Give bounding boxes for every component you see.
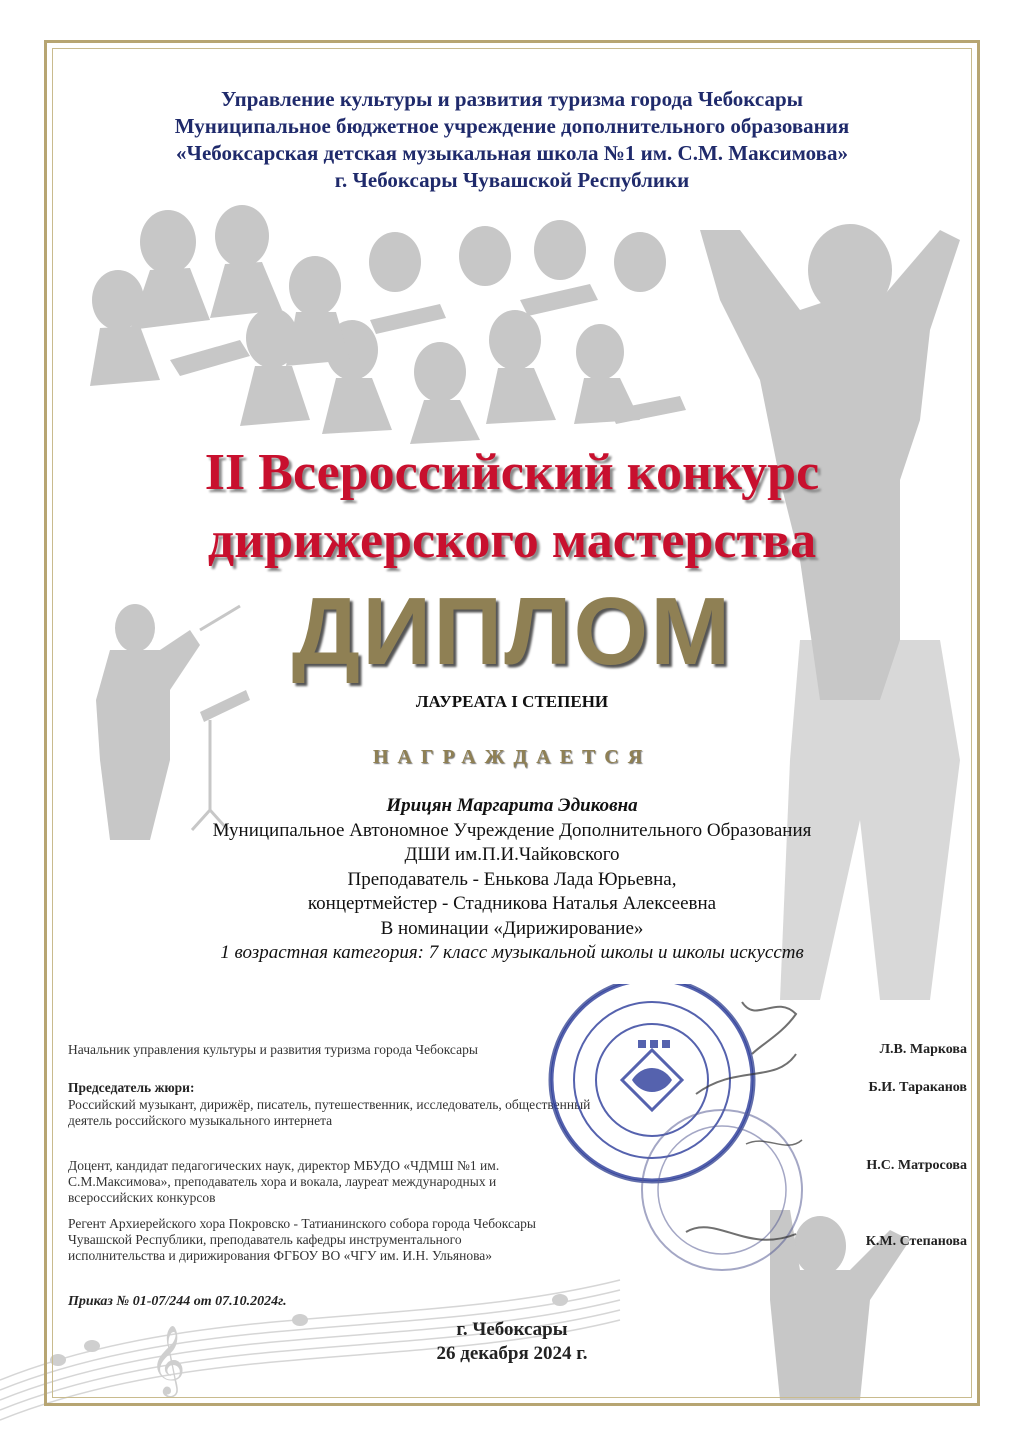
jury-member-2-desc-1: Регент Архиерейского хора Покровско - Татианинского собора города Чебоксары [68,1216,536,1231]
recipient-organization: Муниципальное Автономное Учреждение Дополнительного Образования [212,819,812,841]
issuer-header [0,86,1024,194]
jury-member-2-name: К.М. Степанова [865,1234,967,1249]
jury-member-1-desc-3: всероссийских конкурсов [68,1190,216,1205]
jury-member-1-desc-1: Доцент, кандидат педагогических наук, директор МБУДО «ЧДМШ №1 им. [68,1158,500,1173]
jury-member-2-desc-2: Чувашской Республики, преподаватель кафедры инструментального [68,1232,462,1247]
recipient-nomination: В номинации «Дирижирование» [380,917,644,939]
header-line-3: «Чебоксарская детская музыкальная школа №1 им. С.М. Максимова» [176,141,848,165]
header-line-1: Управление культуры и развития туризма города Чебоксары [220,87,804,111]
header-line-4: г. Чебоксары Чувашской Республики [334,168,690,192]
jury-chair-desc-1: Российский музыкант, дирижёр, писатель, путешественник, исследователь, общественный [68,1097,591,1112]
jury-chair-name: Б.И. Тараканов [868,1080,967,1095]
svg-text:𝄞: 𝄞 [150,1325,186,1395]
recipient-name: Ирицян Маргарита Эдиковна [386,795,638,816]
city: г. Чебоксары [456,1319,568,1340]
recipient-teacher: Преподаватель - Енькова Лада Юрьевна, [347,868,677,890]
awarded-label: НАГРАЖДАЕТСЯ [372,746,652,768]
head-name: Л.В. Маркова [879,1042,967,1057]
contest-title-line-2: дирижерского мастерства [207,512,817,569]
head-title: Начальник управления культуры и развития туризма города Чебоксары [68,1042,478,1057]
place-date-block [0,1318,1024,1366]
jury-member-1-desc-2: С.М.Максимова», преподаватель хора и вокала, лауреат международных и [68,1174,497,1189]
laureate-degree: ЛАУРЕАТА I СТЕПЕНИ [415,692,609,711]
contest-title-line-1: II Всероссийский конкурс [204,444,820,501]
header-line-2: Муниципальное бюджетное учреждение дополнительного образования [174,114,850,138]
issue-date: 26 декабря 2024 г. [436,1343,588,1364]
recipient-block [0,794,1024,966]
recipient-category: 1 возрастная категория: 7 класс музыкальной школы и школы искусств [220,942,804,963]
order-reference: Приказ № 01-07/244 от 07.10.2024г. [68,1294,287,1309]
jury-chair-desc-2: деятель российского музыкального интернета [68,1113,333,1128]
recipient-school: ДШИ им.П.И.Чайковского [404,844,620,865]
official-seal-stamp [546,984,806,1284]
recipient-accompanist: концертмейстер - Стадникова Наталья Алексеевна [307,893,717,914]
jury-member-2-desc-3: исполнительства и дирижирования ФГБОУ ВО «ЧГУ им. И.Н. Ульянова» [68,1248,493,1263]
jury-chair-label: Председатель жюри: [68,1080,195,1095]
jury-member-1-name: Н.С. Матросова [866,1158,967,1173]
diploma-heading: ДИПЛОМ [291,578,733,685]
